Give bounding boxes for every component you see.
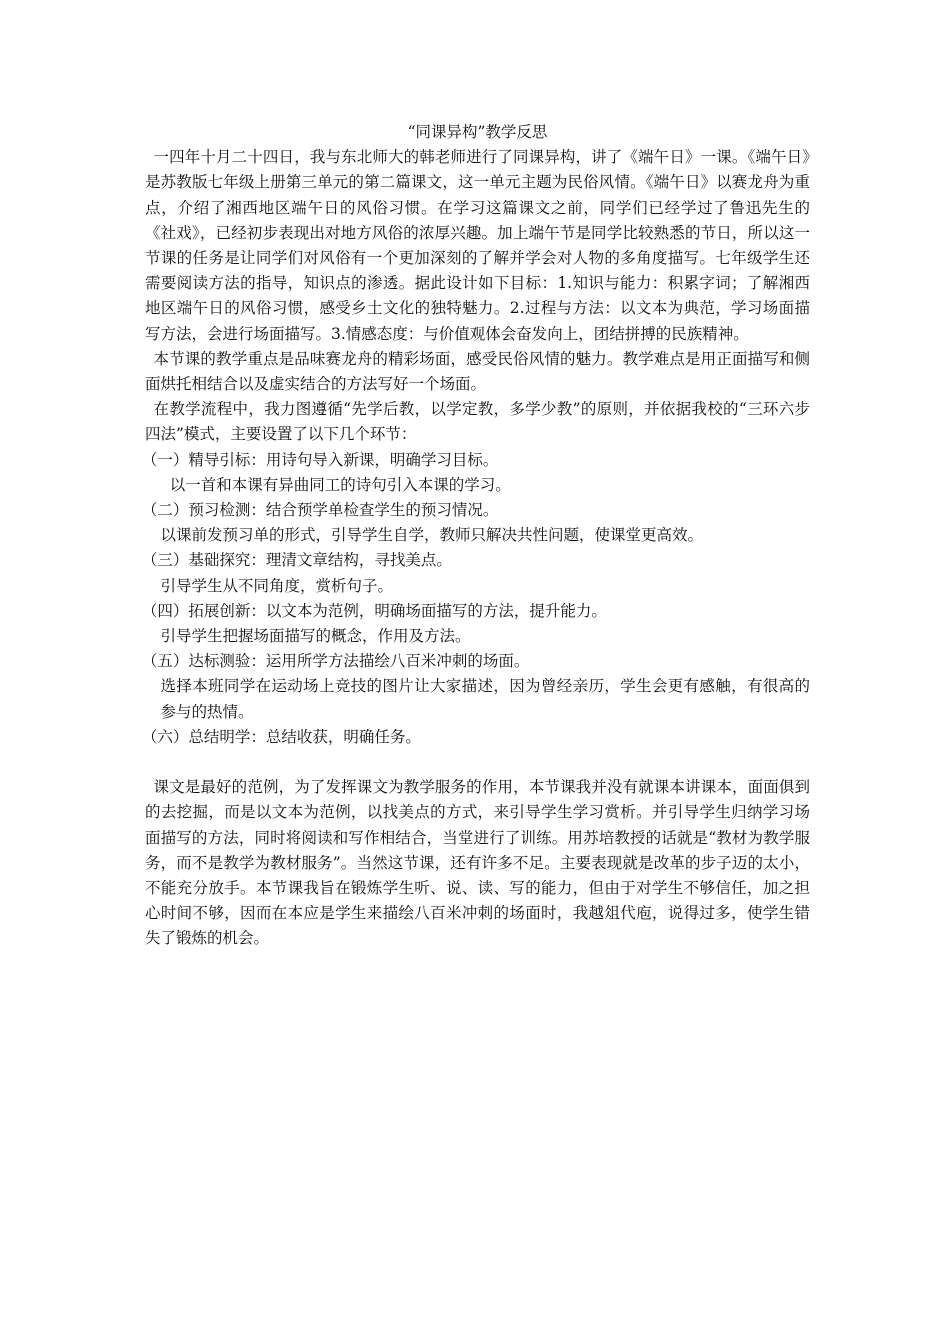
step-heading: （二）预习检测：结合预学单检查学生的预习情况。	[141, 501, 499, 520]
intro-paragraph: 一四年十月二十四日，我与东北师大的韩老师进行了同课异构，讲了《端午日》一课。《端午日》是苏教版七年级上册第三单元的第二篇课文，这一单元主题为民俗风情。《端午日》以赛龙舟为重点，介绍了湘西地区端午日的风俗习惯。在学习这篇课文之前，同学们已经学过了鲁迅先生的《社戏》，已经初步表现出对地方风俗的浓厚兴趣。加上端午节是同学比较熟悉的节日，所以这一节课的任务是让同学们对风俗有一个更加深刻的了解并学会对人物的多角度描写。七年级学生还需要阅读方法的指导，知识点的渗透。据此设计如下目标：1.知识与能力：积累字词；了解湘西地区端午日的风俗习惯，感受乡土文化的独特魅力。2.过程与方法：以文本为典范，学习场面描写方法，会进行场面描写。3.情感态度：与价值观体会奋发向上，团结拼搏的民族精神。	[145, 148, 810, 343]
step-body: 引导学生从不同角度，赏析句子。	[160, 576, 394, 595]
step-body: 以课前发预习单的形式，引导学生自学，教师只解决共性问题，使课堂更高效。	[160, 526, 704, 545]
step-body: 选择本班同学在运动场上竞技的图片让大家描述，因为曾经亲历，学生会更有感触，有很高的参与的热情。	[160, 677, 810, 721]
step-body: 以一首和本课有异曲同工的诗句引入本课的学习。	[169, 475, 511, 494]
key-points-paragraph: 本节课的教学重点是品味赛龙舟的精彩场面，感受民俗风情的魅力。教学难点是用正面描写和侧面烘托相结合以及虚实结合的方法写好一个场面。	[145, 349, 810, 394]
document-title: “同课异构”教学反思	[407, 123, 548, 141]
step-heading: （四）拓展创新：以文本为范例，明确场面描写的方法，提升能力。	[141, 601, 607, 620]
document-page	[141, 120, 810, 952]
step-heading: （一）精导引标：用诗句导入新课，明确学习目标。	[141, 450, 499, 469]
step-body: 引导学生把握场面描写的概念，作用及方法。	[160, 627, 471, 646]
reflection-paragraph: 课文是最好的范例，为了发挥课文为教学服务的作用，本节课我并没有就课本讲课本，面面俱到的去挖掘，而是以文本为范例，以找美点的方式，来引导学生学习赏析。并引导学生归纳学习场面描写的方法，同时将阅读和写作相结合，当堂进行了训练。用苏培教授的话就是“教材为教学服务，而不是教学为教材服务”。当然这节课，还有许多不足。主要表现就是改革的步子迈的太小，不能充分放手。本节课我旨在锻炼学生听、说、读、写的能力，但由于对学生不够信任，加之担心时间不够，因而在本应是学生来描绘八百米冲刺的场面时，我越俎代庖，说得过多，使学生错失了锻炼的机会。	[145, 778, 810, 948]
flow-intro-paragraph: 在教学流程中，我力图遵循“先学后教，以学定教，多学少教”的原则，并依据我校的“三环六步四法”模式，主要设置了以下几个环节：	[145, 400, 810, 444]
step-heading: （三）基础探究：理清文章结构，寻找美点。	[141, 551, 452, 570]
step-heading: （六）总结明学：总结收获，明确任务。	[141, 727, 421, 746]
blank-line	[145, 750, 810, 775]
step-heading: （五）达标测验：运用所学方法描绘八百米冲刺的场面。	[141, 652, 530, 671]
